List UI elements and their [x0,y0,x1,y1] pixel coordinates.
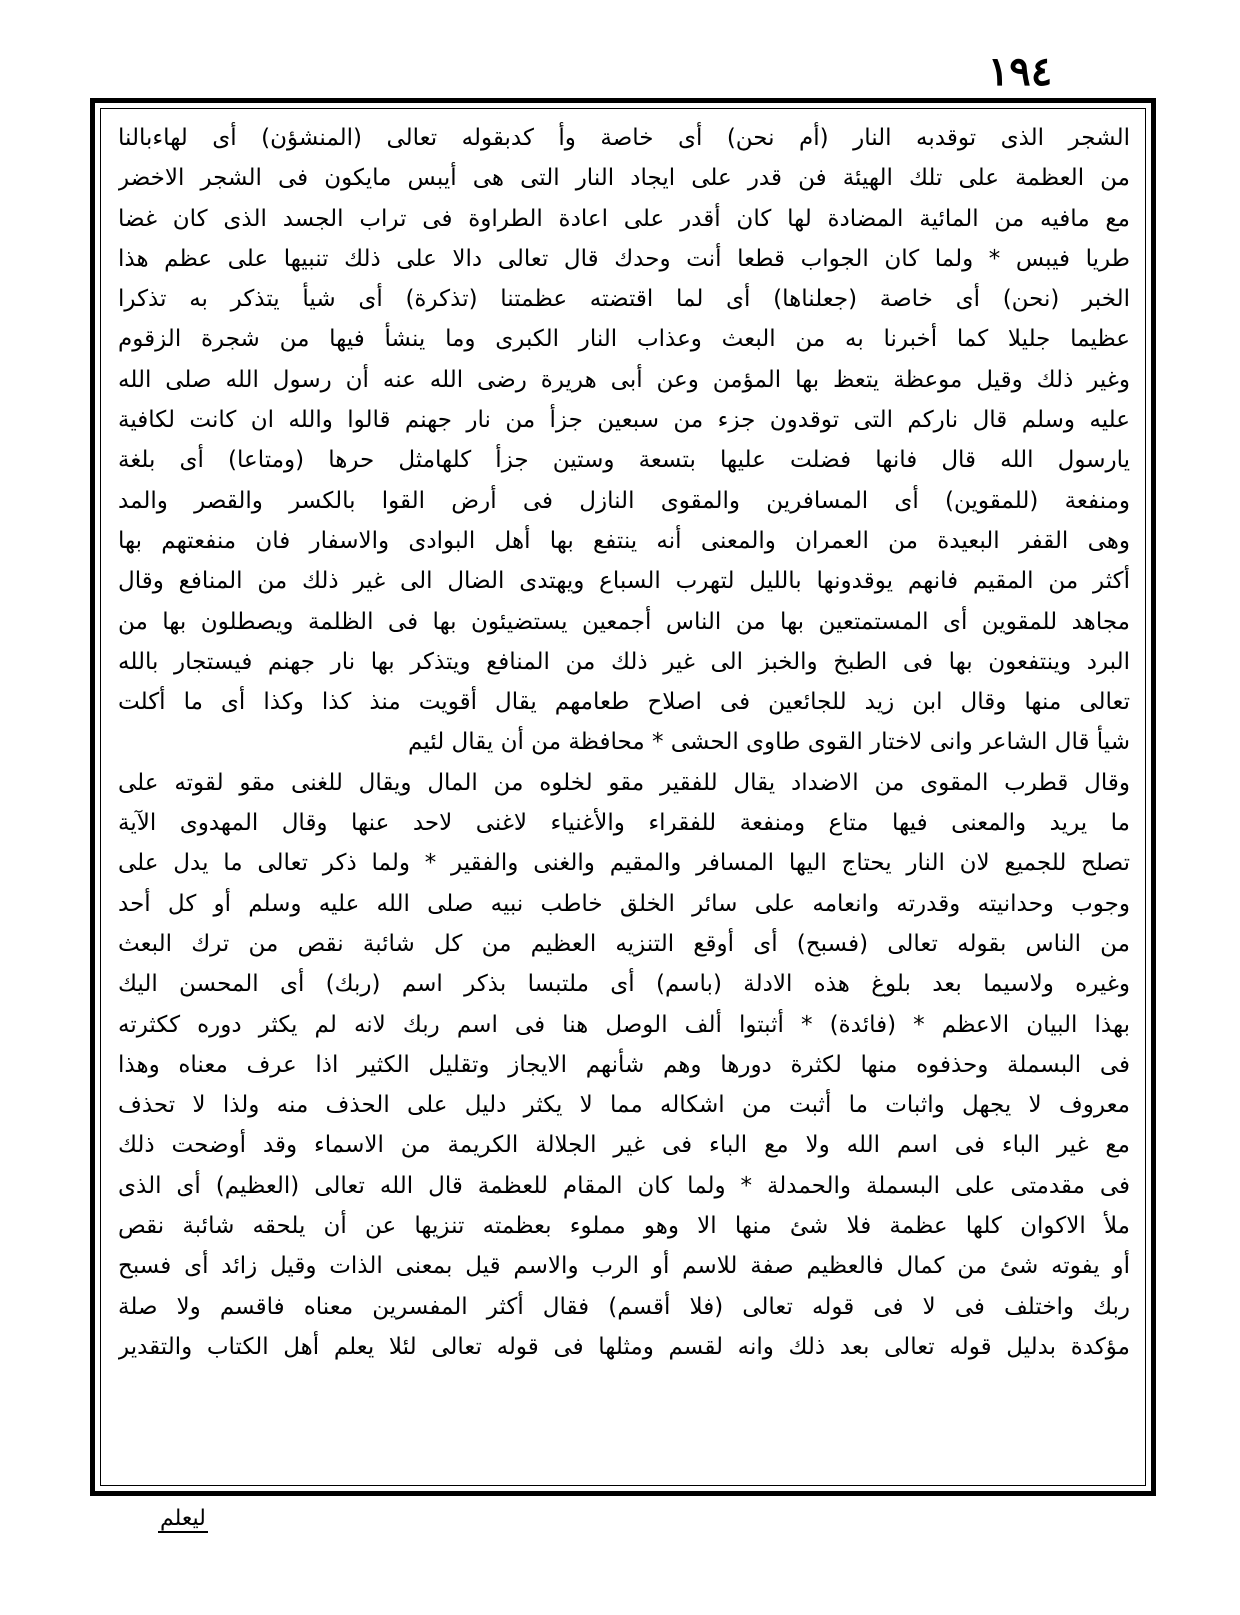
text-line: وقال قطرب المقوى من الاضداد يقال للفقير مقو لخلوه من المال ويقال للغنى مقو لقوته على [118,769,1130,796]
text-line: وهى القفر البعيدة من العمران والمعنى أنه ينتفع بها أهل البوادى والاسفار فان منفعتهم بها [118,527,1130,554]
text-line: تصلح للجميع لان النار يحتاج اليها المسافر والمقيم والغنى والفقير * ولما ذكر تعالى ما يدل على [118,850,1130,877]
text-line: من الناس بقوله تعالى (فسبح) أى أوقع التنزيه العظيم من كل شائبة نقص من ترك البعث [118,930,1130,957]
page-number: ١٩٤ [987,48,1053,95]
text-line: فى البسملة وحذفوه منها لكثرة دورها وهم شأنهم الايجاز وتقليل الكثير اذا عرف معناه وهذا [118,1051,1130,1078]
text-line: مع غير الباء فى اسم الله ولا مع الباء فى غير الجلالة الكريمة من الاسماء وقد أوضحت ذلك [118,1132,1130,1159]
text-line: ملأ الاكوان كلها عظمة فلا شئ منها الا وهو مملوء بعظمته تنزيها عن أن يلحقه شائبة نقص [118,1213,1130,1240]
text-line: معروف لا يجهل واثبات ما أثبت من اشكاله مما لا يكثر دليل على الحذف منه ولذا لا تحذف [118,1092,1130,1119]
text-line: ربك واختلف فى لا فى قوله تعالى (فلا أقسم) فقال أكثر المفسرين معناه فاقسم ولا صلة [118,1293,1130,1320]
text-line: بهذا البيان الاعظم * (فائدة) * أثبتوا ألف الوصل هنا فى اسم ربك لانه لم يكثر دوره ككثرته [118,1011,1130,1038]
text-line: وجوب وحدانيته وقدرته وانعامه على سائر الخلق خاطب نبيه صلى الله عليه وسلم أو كل أحد [118,890,1130,917]
text-line: مع مافيه من المائية المضادة لها كان أقدر على اعادة الطراوة فى تراب الجسد الذى كان غضا [118,205,1130,232]
text-line: ما يريد والمعنى فيها متاع ومنفعة للفقراء والأغنياء لاغنى لاحد عنها وقال المهدوى الآية [118,810,1130,837]
text-line: طريا فيبس * ولما كان الجواب قطعا أنت وحدك قال تعالى دالا على ذلك تنبيها على عظم هذا [118,245,1130,272]
text-line: الخبر (نحن) أى خاصة (جعلناها) أى لما اقتضته عظمتنا (تذكرة) أى شيأ يتذكر به تذكرا [118,286,1130,313]
text-line: عظيما جليلا كما أخبرنا به من البعث وعذاب النار الكبرى وما ينشأ فيها من شجرة الزقوم [118,326,1130,353]
text-line: البرد وينتفعون بها فى الطبخ والخبز الى غير ذلك من المنافع ويتذكر بها نار جهنم فيستجار بالله [118,648,1130,675]
text-line: فى مقدمتى على البسملة والحمدلة * ولما كان المقام للعظمة قال الله تعالى (العظيم) أى الذى [118,1172,1130,1199]
text-line: وغيره ولاسيما بعد بلوغ هذه الادلة (باسم) أى ملتبسا بذكر اسم (ربك) أى المحسن اليك [118,971,1130,998]
text-line: تعالى منها وقال ابن زيد للجائعين فى اصلاح طعامهم يقال أقويت منذ كذا وكذا أى ما أكلت [118,689,1130,716]
text-line: مجاهد للمقوين أى المستمتعين بها من الناس أجمعين يستضيئون بها فى الظلمة ويصطلون بها من [118,608,1130,635]
main-text-block [118,118,1130,1478]
text-line: الشجر الذى توقدبه النار (أم نحن) أى خاصة وأ كدبقوله تعالى (المنشؤن) أى لهاءبالنا [118,125,1130,151]
text-line: وغير ذلك وقيل موعظة يتعظ بها المؤمن وعن أبى هريرة رضى الله عنه أن رسول الله صلى الله [118,366,1130,393]
text-line: أو يفوته شئ من كمال فالعظيم صفة للاسم أو الرب والاسم قيل بمعنى الذات وقيل زائد أى فسبح [118,1253,1130,1280]
text-line: من العظمة على تلك الهيئة فن قدر على ايجاد النار التى هى أيبس مايكون فى الشجر الاخضر [118,165,1130,192]
text-line: ومنفعة (للمقوين) أى المسافرين والمقوى النازل فى أرض القوا بالكسر والقصر والمد [118,487,1130,514]
text-line: عليه وسلم قال ناركم التى توقدون جزء من سبعين جزأ من نار جهنم قالوا والله ان كانت لكافية [118,407,1130,434]
catchword: ليعلم [160,1506,206,1531]
text-line: يارسول الله قال فانها فضلت عليها بتسعة وستين جزأ كلهامثل حرها (ومتاعا) أى بلغة [118,447,1130,474]
text-line: أكثر من المقيم فانهم يوقدونها بالليل لتهرب السباع ويهتدى الضال الى غير ذلك من المنافع وقال [118,568,1130,595]
text-line: شيأ قال الشاعر وانى لاختار القوى طاوى الحشى * محافظة من أن يقال لئيم [408,729,1130,756]
text-line: مؤكدة بدليل قوله تعالى بعد ذلك وانه لقسم ومثلها فى قوله تعالى لئلا يعلم أهل الكتاب والتقدير [118,1333,1130,1360]
